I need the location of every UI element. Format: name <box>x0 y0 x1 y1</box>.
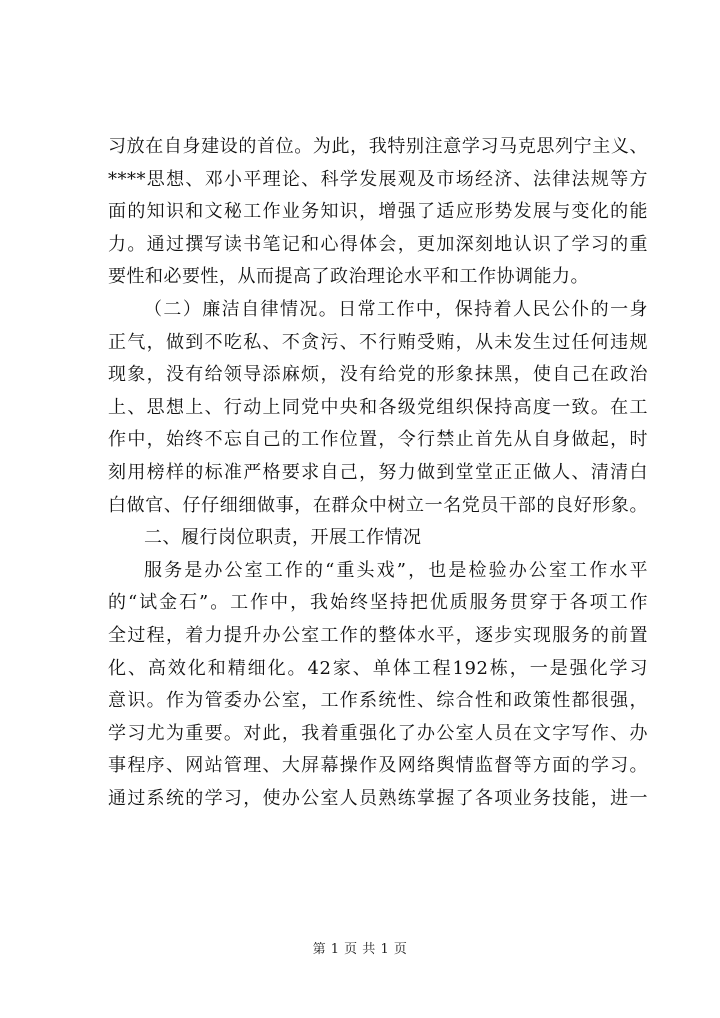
text-line: 全过程，着力提升办公室工作的整体水平，逐步实现服务的前置 <box>108 624 648 646</box>
text-line: 服务是办公室工作的“重头戏”，也是检验办公室工作水平 <box>144 559 648 581</box>
text-line: 学习尤为重要。对此，我着重强化了办公室人员在文字写作、办 <box>108 722 648 744</box>
text-line: 现象，没有给领导添麻烦，没有给党的形象抹黑，使自己在政治 <box>108 364 648 386</box>
page-footer: 第 1 页 共 1 页 <box>312 942 408 957</box>
text-line: 通过系统的学习，使办公室人员熟练掌握了各项业务技能，进一 <box>108 787 648 809</box>
document-body <box>108 131 648 815</box>
text-line: 意识。作为管委办公室，工作系统性、综合性和政策性都很强， <box>108 690 648 712</box>
text-line: 刻用榜样的标准严格要求自己，努力做到堂堂正正做人、清清白 <box>108 461 648 483</box>
text-line: 正气，做到不吃私、不贪污、不行贿受贿，从未发生过任何违规 <box>108 331 648 353</box>
text-line: 作中，始终不忘自己的工作位置，令行禁止首先从自身做起，时 <box>108 429 648 451</box>
text-line: 上、思想上、行动上同党中央和各级党组织保持高度一致。在工 <box>108 396 648 418</box>
text-line: 白做官、仔仔细细做事，在群众中树立一名党员干部的良好形象。 <box>108 494 648 516</box>
text-line: 面的知识和文秘工作业务知识，增强了适应形势发展与变化的能 <box>108 201 648 223</box>
text-line: ****思想、邓小平理论、科学发展观及市场经济、法律法规等方 <box>108 168 648 190</box>
text-line: 力。通过撰写读书笔记和心得体会，更加深刻地认识了学习的重 <box>108 233 648 255</box>
text-line: （二）廉洁自律情况。日常工作中，保持着人民公仆的一身 <box>144 298 648 320</box>
section-heading: 二、履行岗位职责，开展工作情况 <box>144 527 422 549</box>
text-line: 习放在自身建设的首位。为此，我特别注意学习马克思列宁主义、 <box>108 136 648 157</box>
text-line: 事程序、网站管理、大屏幕操作及网络舆情监督等方面的学习。 <box>108 755 648 777</box>
text-line: 化、高效化和精细化。42家、单体工程192栋，一是强化学习 <box>108 657 648 679</box>
text-line: 要性和必要性，从而提高了政治理论水平和工作协调能力。 <box>108 266 589 288</box>
text-line: 的“试金石”。工作中，我始终坚持把优质服务贯穿于各项工作 <box>108 592 648 614</box>
